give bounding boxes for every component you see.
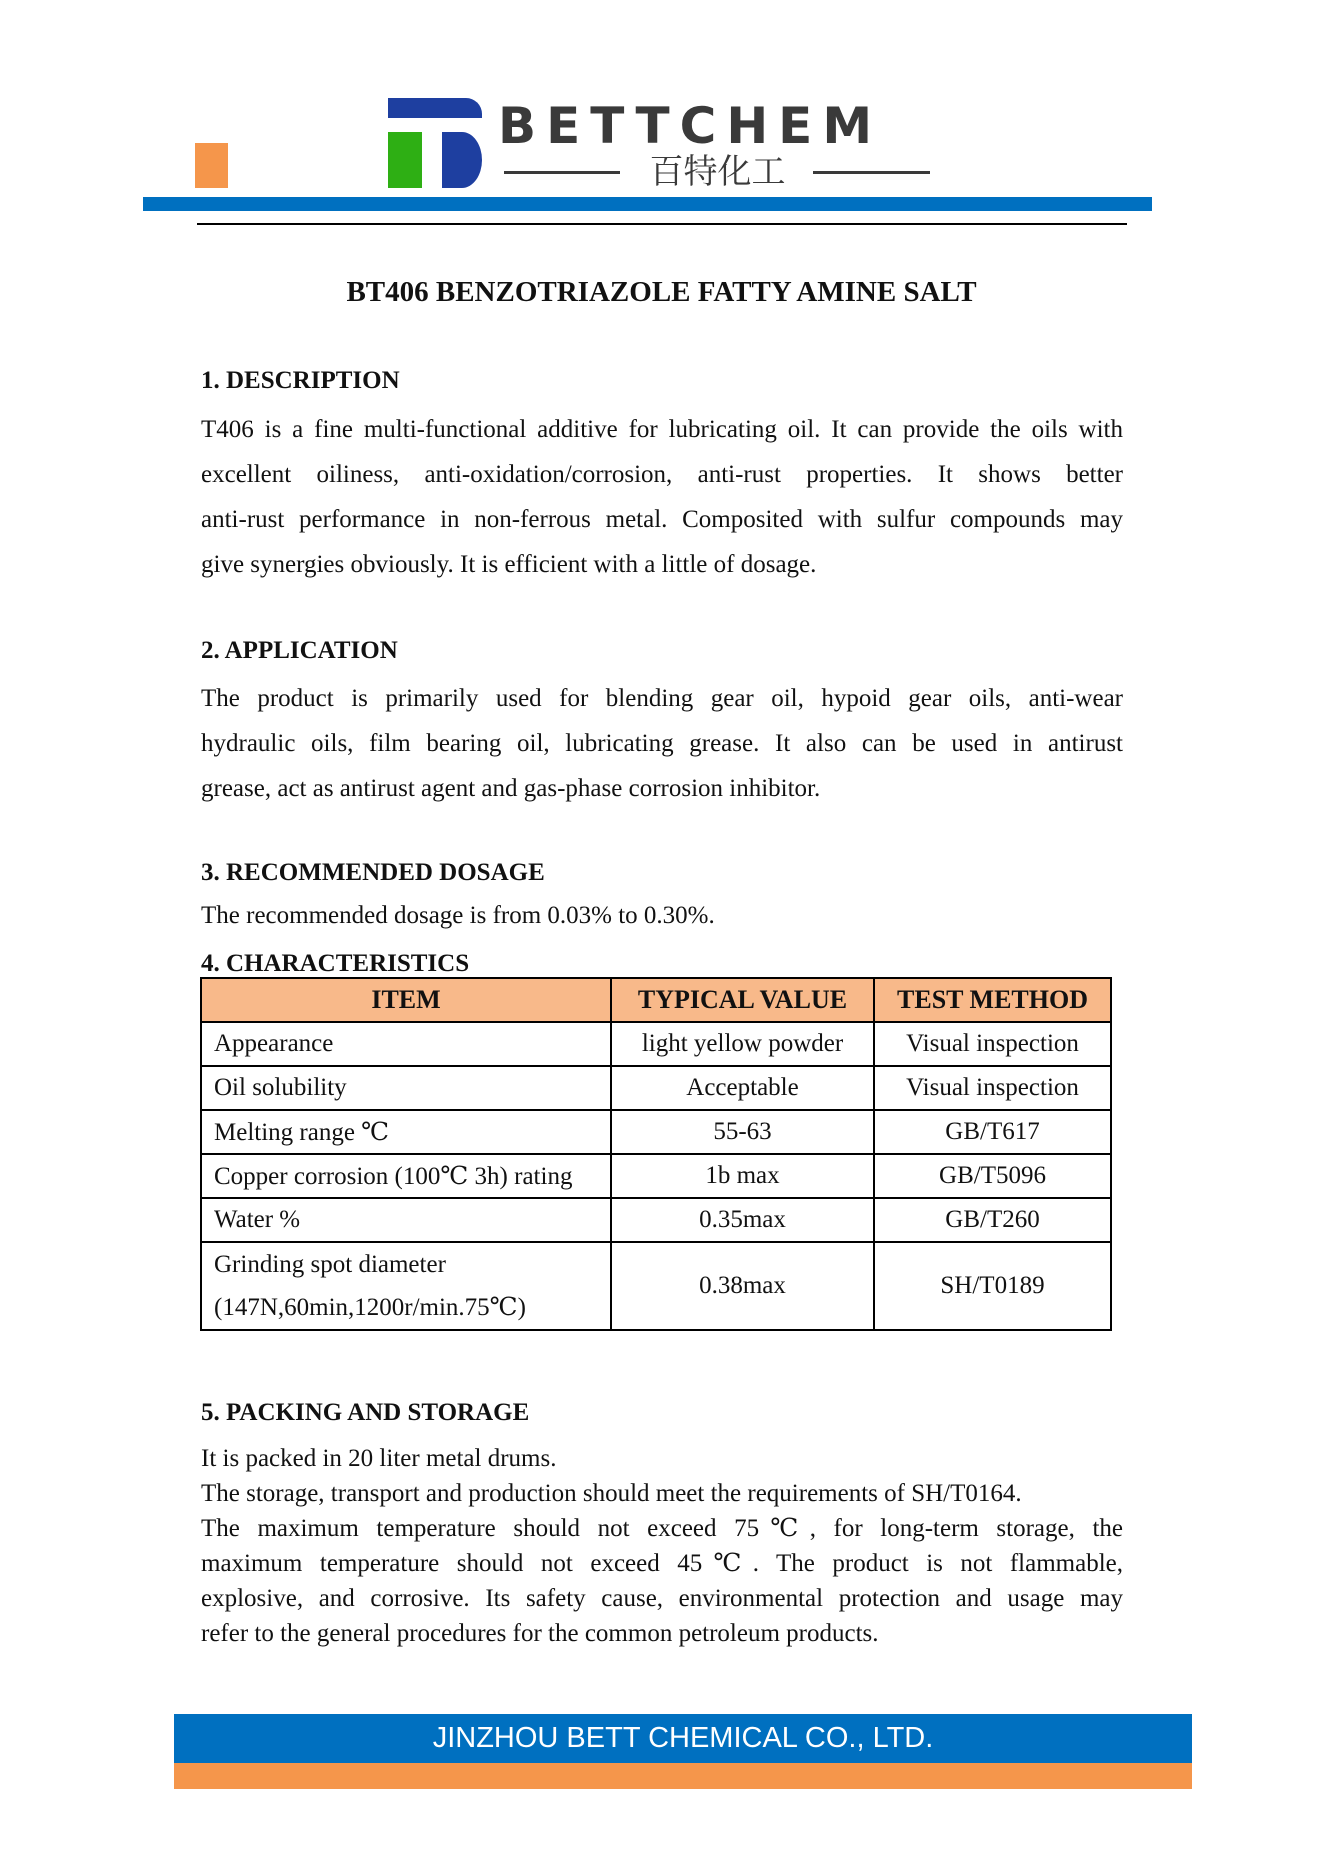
logo-green-stem-icon xyxy=(388,132,422,188)
brand-name: BETTCHEM xyxy=(498,97,883,155)
cell-method: GB/T617 xyxy=(874,1110,1111,1154)
cell-item: Water % xyxy=(201,1198,611,1242)
packing-paragraph xyxy=(201,1441,1123,1651)
application-line: grease, act as antirust agent and gas-phase corrosion inhibitor. xyxy=(201,775,821,802)
description-line: excellent oiliness, anti-oxidation/corrosion, anti-rust properties. It shows better xyxy=(201,461,1123,488)
packing-line: It is packed in 20 liter metal drums. xyxy=(201,1445,557,1472)
table-row xyxy=(201,1066,1111,1110)
header-divider xyxy=(197,223,1127,225)
cell-value: 0.38max xyxy=(611,1242,874,1330)
cell-value: Acceptable xyxy=(611,1066,874,1110)
table-row xyxy=(201,1198,1111,1242)
cell-method: SH/T0189 xyxy=(874,1242,1111,1330)
description-line: T406 is a fine multi-functional additive for lubricating oil. It can provide the oils with xyxy=(201,416,1123,443)
cell-item: Appearance xyxy=(201,1022,611,1066)
brand-rule-right xyxy=(813,171,930,174)
cell-item: Oil solubility xyxy=(201,1066,611,1110)
cell-value: 55-63 xyxy=(611,1110,874,1154)
characteristics-table xyxy=(200,977,1112,1331)
cell-method: GB/T260 xyxy=(874,1198,1111,1242)
table-header-row xyxy=(201,978,1111,1022)
brand-rule-left xyxy=(504,171,620,174)
dosage-text: The recommended dosage is from 0.03% to 0.30%. xyxy=(201,902,715,929)
brand-chinese-name: 百特化工 xyxy=(649,152,786,192)
packing-line: The storage, transport and production should meet the requirements of SH/T0164. xyxy=(201,1480,1022,1507)
column-header-item: ITEM xyxy=(201,978,611,1022)
packing-line: explosive, and corrosive. Its safety cause, environmental protection and usage may xyxy=(201,1585,1123,1612)
section-heading-application: 2. APPLICATION xyxy=(201,637,398,664)
packing-line: maximum temperature should not exceed 45℃. The product is not flammable, xyxy=(201,1550,1123,1577)
cell-method: Visual inspection xyxy=(874,1022,1111,1066)
cell-method: Visual inspection xyxy=(874,1066,1111,1110)
cell-item: Copper corrosion (100℃ 3h) rating xyxy=(201,1154,611,1198)
description-line: give synergies obviously. It is efficient with a little of dosage. xyxy=(201,551,817,578)
application-line: The product is primarily used for blending gear oil, hypoid gear oils, anti-wear xyxy=(201,685,1123,712)
logo-b-bowl-icon xyxy=(442,132,482,188)
table-row xyxy=(201,1154,1111,1198)
section-heading-packing: 5. PACKING AND STORAGE xyxy=(201,1399,530,1426)
cell-value: 1b max xyxy=(611,1154,874,1198)
footer-orange-bar xyxy=(174,1763,1192,1789)
cell-value: light yellow powder xyxy=(611,1022,874,1066)
cell-value: 0.35max xyxy=(611,1198,874,1242)
column-header-test-method: TEST METHOD xyxy=(874,978,1111,1022)
section-heading-description: 1. DESCRIPTION xyxy=(201,367,400,394)
column-header-typical-value: TYPICAL VALUE xyxy=(611,978,874,1022)
packing-line: refer to the general procedures for the common petroleum products. xyxy=(201,1620,879,1647)
packing-line: The maximum temperature should not exceed 75℃, for long-term storage, the xyxy=(201,1515,1123,1542)
cell-item: Melting range ℃ xyxy=(201,1110,611,1154)
table-row xyxy=(201,1242,1111,1330)
footer-company-name: JINZHOU BETT CHEMICAL CO., LTD. xyxy=(174,1714,1192,1763)
header-blue-bar xyxy=(143,197,1152,211)
section-heading-characteristics: 4. CHARACTERISTICS xyxy=(201,950,470,977)
table-row xyxy=(201,1022,1111,1066)
section-heading-dosage: 3. RECOMMENDED DOSAGE xyxy=(201,859,545,886)
application-paragraph xyxy=(201,676,1123,811)
cell-method: GB/T5096 xyxy=(874,1154,1111,1198)
document-title: BT406 BENZOTRIAZOLE FATTY AMINE SALT xyxy=(346,276,977,308)
logo-t-bar-icon xyxy=(388,98,482,118)
cell-item-line-1: Grinding spot diameter xyxy=(214,1251,446,1278)
cell-item-line-2: (147N,60min,1200r/min.75℃) xyxy=(214,1294,526,1321)
application-line: hydraulic oils, film bearing oil, lubricating grease. It also can be used in antirust xyxy=(201,730,1123,757)
orange-accent-square xyxy=(195,143,228,188)
cell-item xyxy=(201,1242,611,1330)
table-row xyxy=(201,1110,1111,1154)
description-line: anti-rust performance in non-ferrous metal. Composited with sulfur compounds may xyxy=(201,506,1123,533)
description-paragraph xyxy=(201,407,1123,587)
